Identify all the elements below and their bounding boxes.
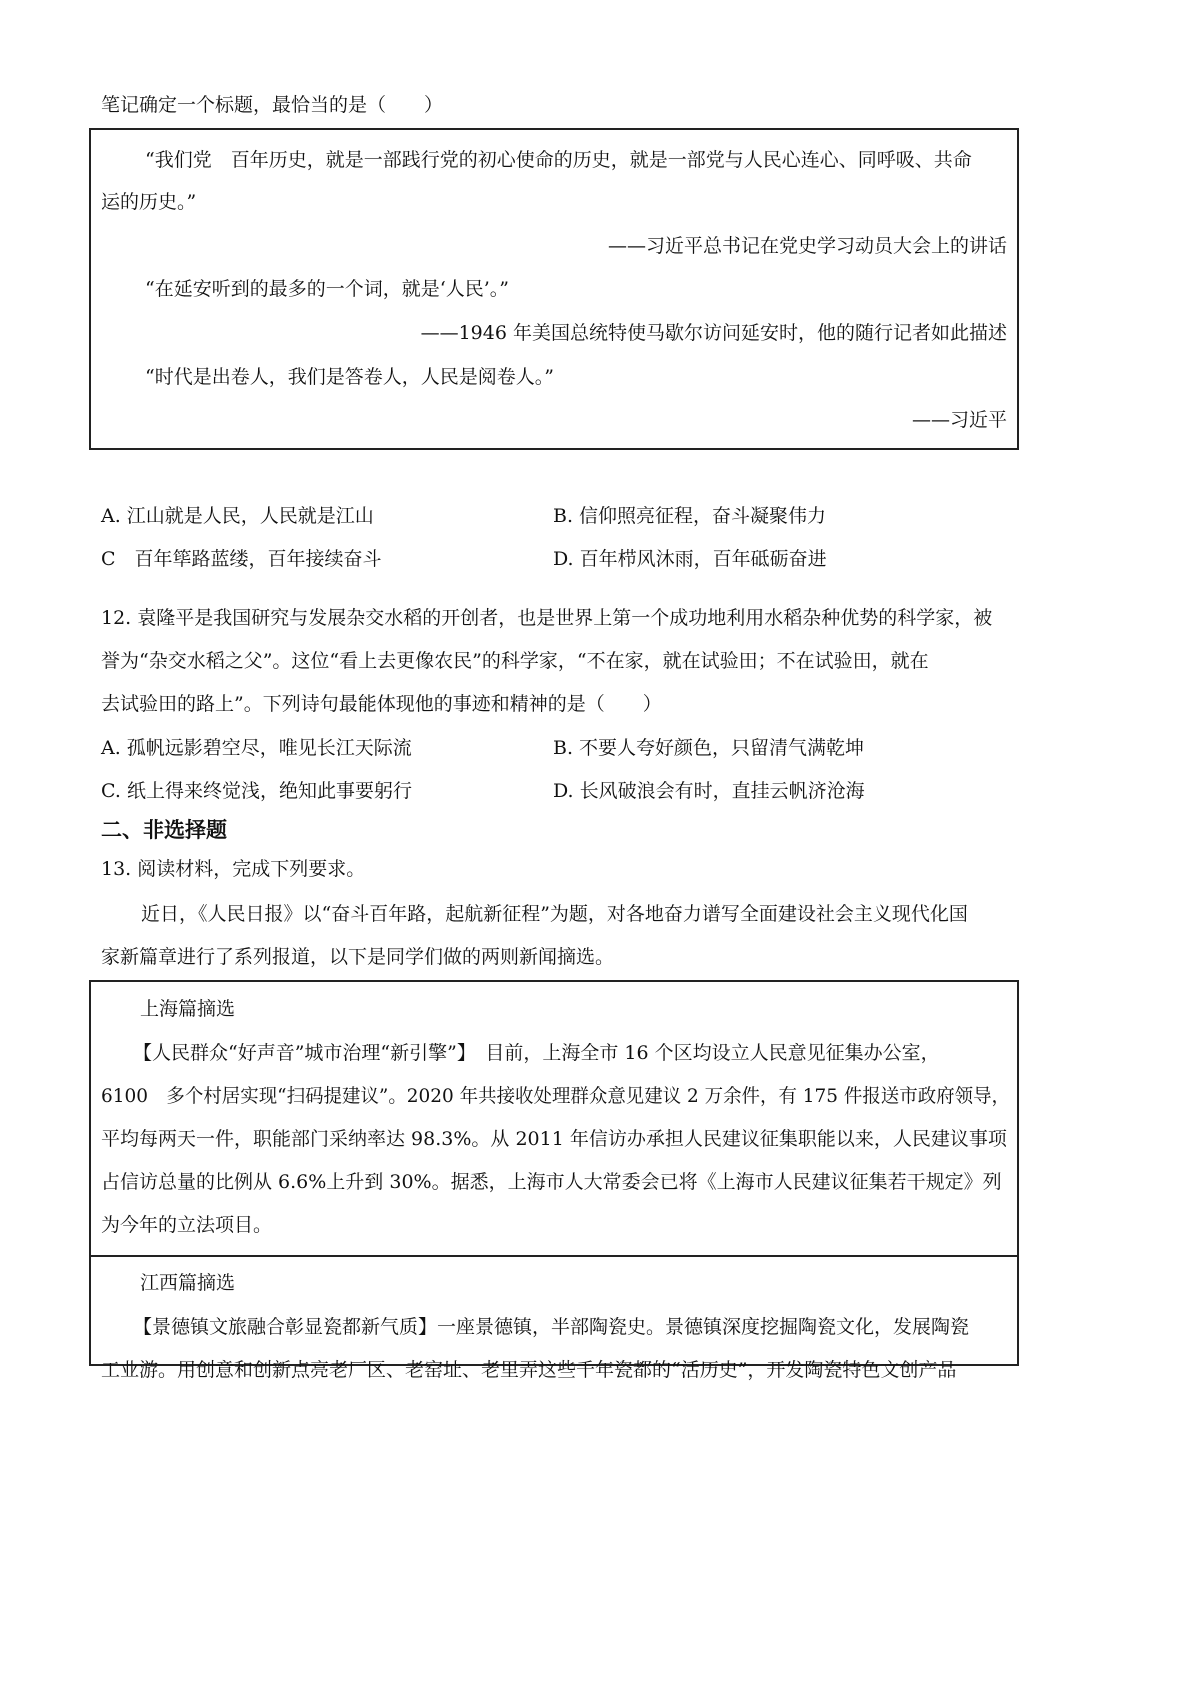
q12-stem-line3: 去试验田的路上”。下列诗句最能体现他的事迹和精神的是（ ） (101, 693, 662, 715)
q12-option-a: A. 孤帆远影碧空尽，唯见长江天际流 (101, 737, 412, 759)
jiangxi-label: 江西篇摘选 (140, 1272, 236, 1294)
quote3: “时代是出卷人，我们是答卷人，人民是阅卷人。” (145, 366, 554, 388)
q11-option-a: A. 江山就是人民，人民就是江山 (101, 505, 374, 527)
quote3-source: ——习近平 (911, 409, 1007, 431)
q12-option-d: D. 长风破浪会有时，直挂云帆济沧海 (553, 780, 865, 802)
q12-stem-line2: 誉为“杂交水稻之父”。这位“看上去更像农民”的科学家，“不在家，就在试验田；不在试验田，就在 (101, 650, 929, 672)
quote1-line2: 运的历史。” (101, 191, 197, 213)
q12-stem-line1: 12. 袁隆平是我国研究与发展杂交水稻的开创者，也是世界上第一个成功地利用水稻杂种优势的科学家，被 (101, 607, 993, 629)
shanghai-line1: 【人民群众“好声音”城市治理“新引擎”】 目前，上海全市 16 个区均设立人民意见征集办公室， (133, 1042, 940, 1064)
q12-option-b: B. 不要人夸好颜色，只留清气满乾坤 (553, 737, 865, 759)
q11-option-c: C 百年筚路蓝缕，百年接续奋斗 (101, 548, 382, 570)
jiangxi-line1: 【景德镇文旅融合彰显瓷都新气质】一座景德镇，半部陶瓷史。景德镇深度挖掘陶瓷文化，发展陶瓷 (133, 1316, 970, 1338)
quote1-line1: “我们党 百年历史，就是一部践行党的初心使命的历史，就是一部党与人民心连心、同呼吸、共命 (145, 149, 972, 171)
news-box-divider (89, 1255, 1019, 1257)
quote2: “在延安听到的最多的一个词，就是‘人民’。” (145, 278, 510, 300)
shanghai-line2: 6100 多个村居实现“扫码提建议”。2020 年共接收处理群众意见建议 2 万余件，有 175 件报送市政府领导， (101, 1085, 1011, 1107)
shanghai-line5: 为今年的立法项目。 (101, 1214, 273, 1236)
q11-option-b: B. 信仰照亮征程，奋斗凝聚伟力 (553, 505, 827, 527)
quote1-source: ——习近平总书记在党史学习动员大会上的讲话 (607, 235, 1007, 257)
section-heading-non-choice: 二、非选择题 (101, 818, 227, 842)
q13-intro-line1: 近日，《人民日报》以“奋斗百年路，起航新征程”为题，对各地奋力谱写全面建设社会主义现代化国 (141, 903, 968, 925)
q11-stem-tail: 笔记确定一个标题，最恰当的是（ ） (101, 94, 444, 116)
q13-intro-line2: 家新篇章进行了系列报道，以下是同学们做的两则新闻摘选。 (101, 946, 615, 968)
shanghai-line3: 平均每两天一件，职能部门采纳率达 98.3%。从 2011 年信访办承担人民建议征集职能以来，人民建议事项 (101, 1128, 1007, 1150)
shanghai-label: 上海篇摘选 (140, 998, 236, 1020)
q11-option-d: D. 百年栉风沐雨，百年砥砺奋进 (553, 548, 827, 570)
q13-stem: 13. 阅读材料，完成下列要求。 (101, 858, 366, 880)
shanghai-line4: 占信访总量的比例从 6.6%上升到 30%。据悉，上海市人大常委会已将《上海市人民建议征集若干规定》列 (101, 1171, 1002, 1193)
jiangxi-line2: 工业游。用创意和创新点亮老厂区、老窑址、老里弄这些千年瓷都的“活历史”，开发陶瓷特色文创产品 (101, 1359, 957, 1381)
q12-option-c: C. 纸上得来终觉浅，绝知此事要躬行 (101, 780, 412, 802)
quote2-source: ——1946 年美国总统特使马歇尔访问延安时，他的随行记者如此描述 (420, 322, 1007, 344)
